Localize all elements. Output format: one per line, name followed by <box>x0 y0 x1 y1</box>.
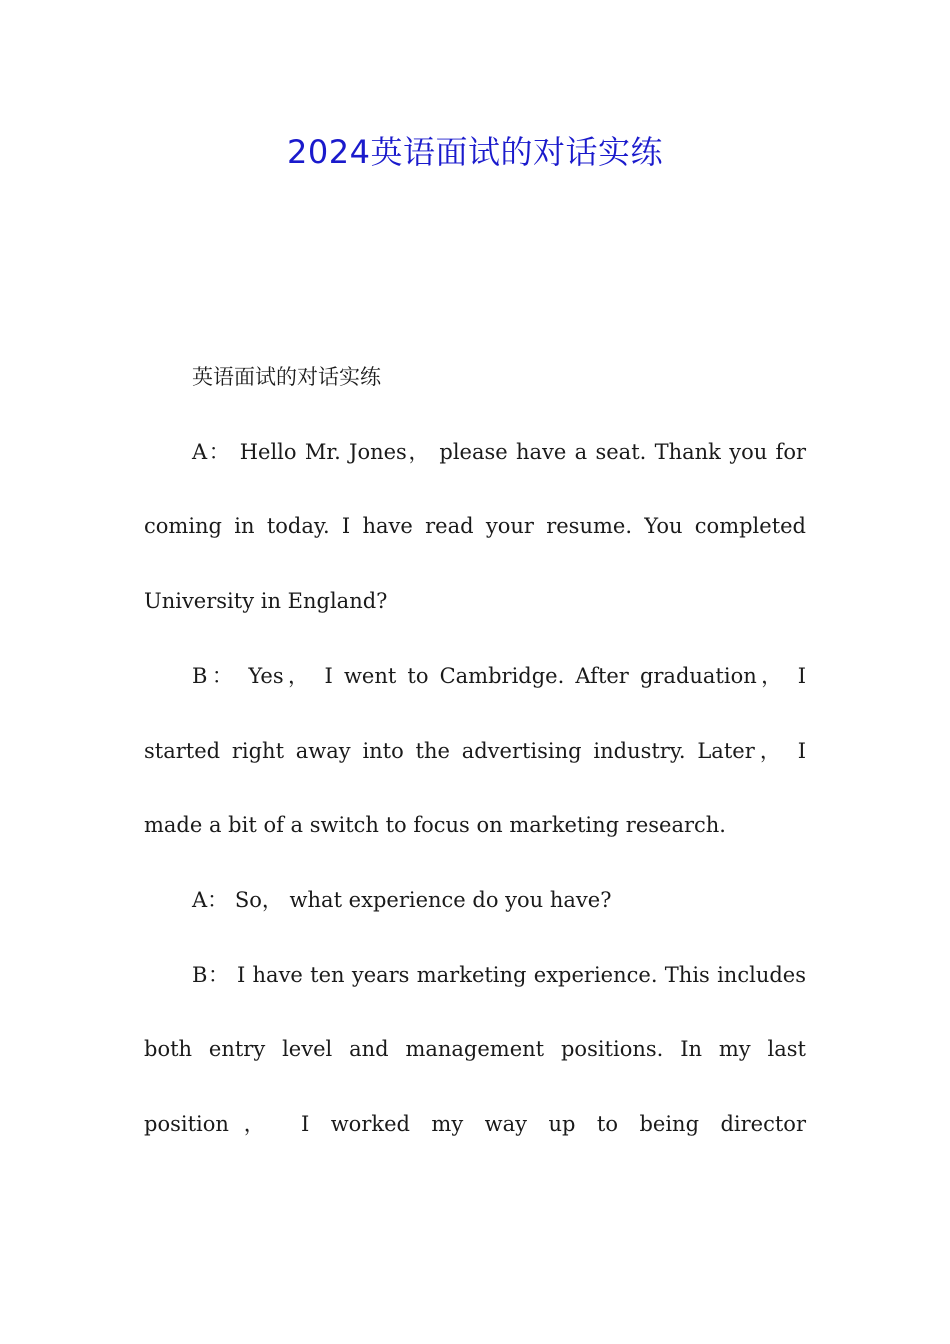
dialogue-paragraph: B： I have ten years marketing experience. This includes both entry level and management positions. In my last position， I worked my way up to being director <box>144 962 806 1137</box>
dialogue-paragraph: A： So， what experience do you have? <box>192 887 612 912</box>
dialogue-paragraph: A： Hello Mr. Jones， please have a seat. Thank you for coming in today. I have read your resume. You completed University in England? <box>144 439 806 614</box>
document-body <box>144 340 806 1162</box>
dialogue-paragraph: B： Yes， I went to Cambridge. After graduation， I started right away into the advertising industry. Later， I made a bit of a switch to focus on marketing research. <box>144 663 806 838</box>
section-heading: 英语面试的对话实练 <box>192 365 381 389</box>
document-title: 2024英语面试的对话实练 <box>287 133 663 171</box>
